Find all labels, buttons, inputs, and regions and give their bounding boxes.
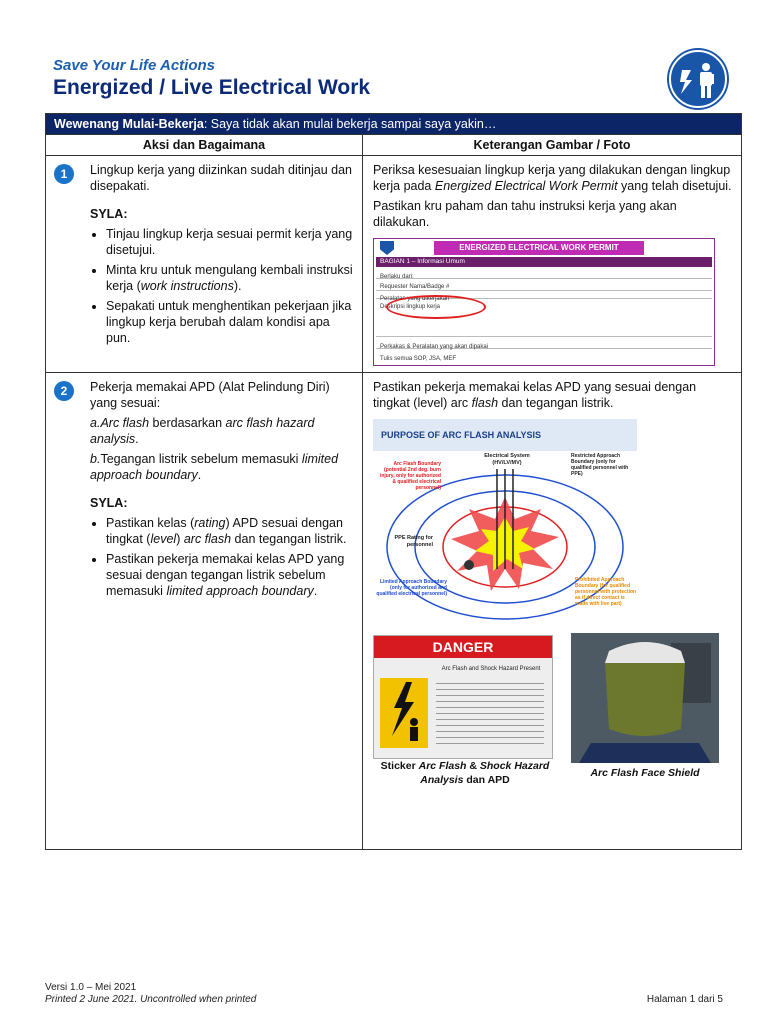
table-row — [46, 156, 742, 373]
footer-printed: Printed 2 June 2021. Uncontrolled when printed — [45, 994, 257, 1005]
description-text-1b: Pastikan kru paham dan tahu instruksi kerja yang akan dilakukan. — [373, 199, 677, 229]
arc-flash-diagram — [373, 419, 637, 627]
action-cell-2 — [46, 373, 363, 850]
diagram-electrical-label: Electrical System (HV/LV/MV) — [484, 453, 530, 466]
syla-list-1 — [90, 226, 354, 346]
permit-row: Deskripsi lingkup kerja — [376, 299, 712, 337]
list-item: • Sepakati untuk menghentikan pekerjaan jika lingkup kerja berubah dalam kondisi apa pun. — [106, 298, 354, 346]
column-header-right: Keterangan Gambar / Foto — [363, 135, 742, 156]
list-item: • Pastikan pekerja memakai kelas APD yang sesuai dengan tegangan listrik sebelum memasuki limited approach boundary. — [106, 551, 354, 599]
list-item: • Minta kru untuk mengulang kembali instruksi kerja (work instructions). — [106, 262, 354, 294]
permit-row: Tulis semua SOP, JSA, MEF — [380, 356, 457, 362]
danger-label: DANGER — [374, 636, 552, 658]
step-number-1: 1 — [54, 164, 74, 184]
description-cell-2 — [363, 373, 742, 850]
permit-row: Peralatan yang dikerjakan — [376, 291, 712, 299]
permit-section: BAGIAN 1 – Informasi Umum — [376, 257, 712, 267]
danger-sticker-image — [373, 635, 553, 759]
sub-item-a: a.Arc flash berdasarkan arc flash hazard analysis. — [90, 416, 315, 446]
sticker-heading: Arc Flash and Shock Hazard Present — [441, 666, 541, 672]
band-label: Wewenang Mulai-Bekerja — [54, 117, 204, 131]
permit-row: Berlaku dari: — [376, 269, 712, 279]
column-headers — [46, 135, 742, 156]
work-table — [45, 113, 742, 850]
electric-shock-icon — [380, 678, 428, 748]
permit-row: Perkakas & Peralatan yang akan dipakai — [376, 339, 712, 349]
permit-form-image — [373, 238, 715, 366]
diagram-limited-label: Limited Approach Boundary (only for authorized and qualified electrical personnel) — [376, 579, 447, 597]
diagram-ppe-label: PPE Rating for personnel — [394, 535, 433, 548]
chevron-logo-icon — [380, 241, 394, 255]
syla-label-2: SYLA: — [90, 496, 128, 510]
permit-title: ENERGIZED ELECTRICAL WORK PERMIT — [434, 241, 644, 255]
diagram-prohibited-label: Prohibited Approach Boundary (for qualified personnel with protection as if direct contact is made with live part) — [575, 577, 637, 607]
description-text-1a: Periksa kesesuaian lingkup kerja yang dilakukan dengan lingkup kerja pada Energized Electrical Work Permit yang telah disetujui. — [373, 163, 732, 193]
authority-band — [46, 114, 742, 135]
action-text-1: Lingkup kerja yang diizinkan sudah ditinjau dan disepakati. — [90, 163, 352, 193]
kicker-text: Save Your Life Actions — [53, 57, 215, 74]
syla-list-2 — [90, 515, 354, 599]
footer-left — [45, 982, 256, 1006]
sticker-text-lines — [436, 678, 544, 748]
face-shield-photo — [571, 633, 719, 763]
sub-item-b: b.Tegangan listrik sebelum memasuki limited approach boundary. — [90, 452, 339, 482]
footer-version: Versi 1.0 – Mei 2021 — [45, 982, 137, 993]
action-cell-1 — [46, 156, 363, 373]
column-header-left: Aksi dan Bagaimana — [46, 135, 363, 156]
diagram-restricted-label: Restricted Approach Boundary (only for qualified personnel with PPE) — [571, 453, 629, 477]
caption-sticker: Sticker Arc Flash & Shock Hazard Analysis dan APD — [380, 760, 550, 786]
photo-row — [373, 635, 733, 786]
band-text: : Saya tidak akan mulai bekerja sampai saya yakin… — [203, 117, 497, 131]
syla-label-1: SYLA: — [90, 207, 128, 221]
highlight-oval — [386, 295, 486, 319]
diagram-boundary-label: Arc Flash Boundary (potential 2nd deg. burn injury, only for authorized & qualified electrical personnel) — [379, 461, 441, 491]
diagram-title: PURPOSE OF ARC FLASH ANALYSIS — [373, 419, 637, 451]
action-text-2: Pekerja memakai APD (Alat Pelindung Diri) yang sesuai: — [90, 380, 330, 410]
page-title: Energized / Live Electrical Work — [53, 76, 371, 99]
description-text-2: Pastikan pekerja memakai kelas APD yang sesuai dengan tingkat (level) arc flash dan tegangan listrik. — [373, 380, 697, 410]
list-item: • Pastikan kelas (rating) APD sesuai dengan tingkat (level) arc flash dan tegangan listrik. — [106, 515, 354, 547]
footer-page: Halaman 1 dari 5 — [646, 994, 723, 1005]
permit-row: Requester Nama/Badge # — [376, 279, 712, 291]
table-row — [46, 373, 742, 850]
step-number-2: 2 — [54, 381, 74, 401]
electrical-worker-icon — [667, 48, 729, 110]
caption-face-shield: Arc Flash Face Shield — [590, 767, 700, 779]
list-item: • Tinjau lingkup kerja sesuai permit kerja yang disetujui. — [106, 226, 354, 258]
description-cell-1 — [363, 156, 742, 373]
